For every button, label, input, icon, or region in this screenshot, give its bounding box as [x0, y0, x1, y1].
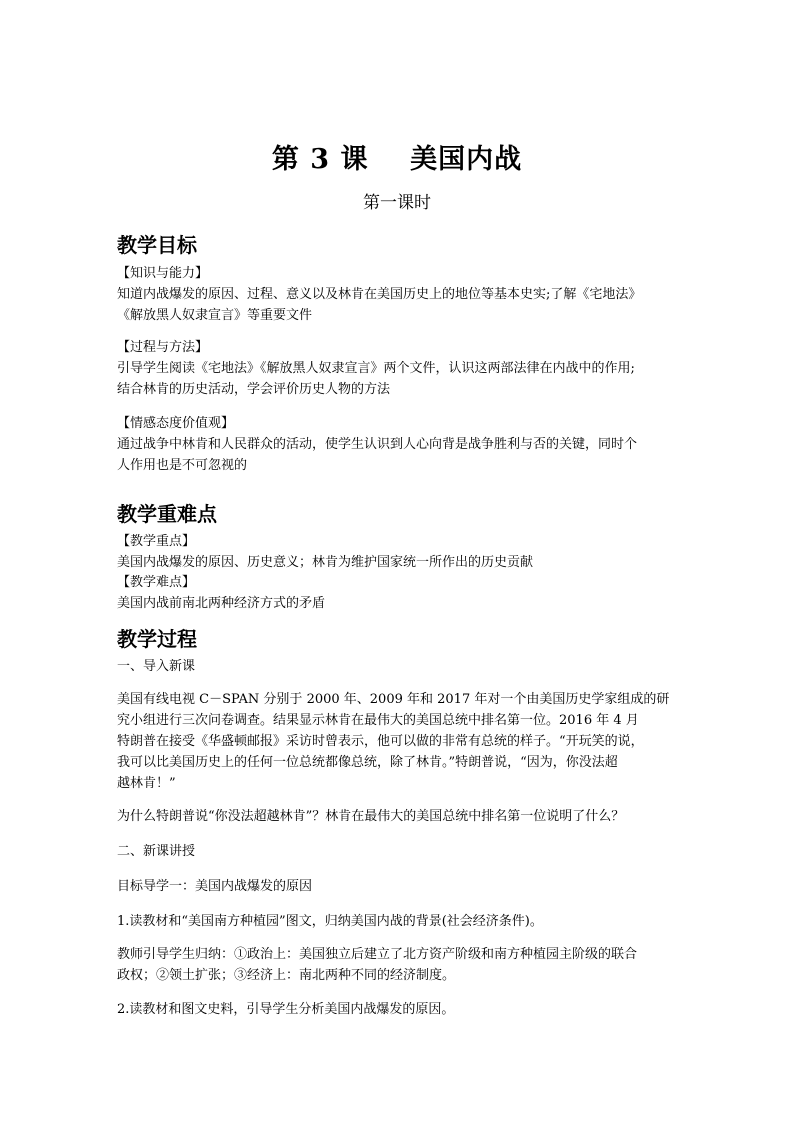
difficulty-text: 美国内战前南北两种经济方式的矛盾 — [117, 596, 326, 611]
intro-line: 我可以比美国历史上的任何一位总统都像总统，除了林肯。”特朗普说，“因为，你没法超 — [117, 755, 618, 770]
intro-line: 特朗普在接受《华盛顿邮报》采访时曾表示，他可以做的非常有总统的样子。“开玩笑的说， — [117, 734, 644, 749]
teacher-paragraph — [117, 944, 697, 986]
process-tag: 【过程与方法】 — [117, 340, 209, 355]
intro-line: 美国有线电视 C－SPAN 分别于 2000 年、2009 年和 2017 年对一个由美国历史学家组成的研 — [117, 692, 670, 707]
intro-heading: 一、导入新课 — [117, 659, 196, 674]
intro-line: 越林肯！” — [117, 776, 176, 791]
knowledge-tag: 【知识与能力】 — [117, 266, 209, 281]
teacher-line: 政权；②领土扩张；③经济上：南北两种不同的经济制度。 — [117, 968, 456, 983]
attitude-paragraph — [117, 434, 697, 476]
goal-one: 目标导学一：美国内战爆发的原因 — [117, 879, 313, 894]
attitude-line: 人作用也是不可忽视的 — [117, 458, 248, 473]
document-page — [117, 0, 697, 1123]
difficulty-tag: 【教学难点】 — [117, 575, 196, 590]
knowledge-line: 《解放黑人奴隶宣言》等重要文件 — [117, 308, 313, 323]
page-subtitle: 第一课时 — [363, 193, 431, 213]
intro-paragraph — [117, 689, 697, 794]
objectives-heading: 教学目标 — [117, 233, 197, 257]
intro-question: 为什么特朗普说“你没法超越林肯”？林肯在最伟大的美国总统中排名第一位说明了什么？ — [117, 809, 625, 824]
process-line: 引导学生阅读《宅地法》《解放黑人奴隶宣言》两个文件，认识这两部法律在内战中的作用; — [117, 361, 635, 376]
process-heading: 教学过程 — [117, 627, 197, 651]
knowledge-paragraph — [117, 284, 697, 326]
item-two: 2.读教材和图文史料，引导学生分析美国内战爆发的原因。 — [117, 1002, 455, 1017]
attitude-tag: 【情感态度价值观】 — [117, 416, 235, 431]
teacher-line: 教师引导学生归纳：①政治上：美国独立后建立了北方资产阶级和南方种植园主阶级的联合 — [117, 947, 638, 962]
process-line: 结合林肯的历史活动，学会评价历史人物的方法 — [117, 382, 391, 397]
intro-line: 究小组进行三次问卷调查。结果显示林肯在最伟大的美国总统中排名第一位。2016 年 4 月 — [117, 713, 639, 728]
page-title: 第 3 课 美国内战 — [271, 144, 523, 175]
knowledge-line: 知道内战爆发的原因、过程、意义以及林肯在美国历史上的地位等基本史实;了解《宅地法》 — [117, 287, 642, 302]
item-one: 1.读教材和“美国南方种植园”图文，归纳美国内战的背景(社会经济条件)。 — [117, 914, 543, 929]
focus-text: 美国内战爆发的原因、历史意义；林肯为维护国家统一所作出的历史贡献 — [117, 555, 534, 570]
keypoints-heading: 教学重难点 — [117, 502, 217, 526]
focus-tag: 【教学重点】 — [117, 534, 196, 549]
process-paragraph — [117, 358, 697, 400]
attitude-line: 通过战争中林肯和人民群众的活动，使学生认识到人心向背是战争胜利与否的关键，同时个 — [117, 437, 638, 452]
new-lesson-heading: 二、新课讲授 — [117, 844, 196, 859]
